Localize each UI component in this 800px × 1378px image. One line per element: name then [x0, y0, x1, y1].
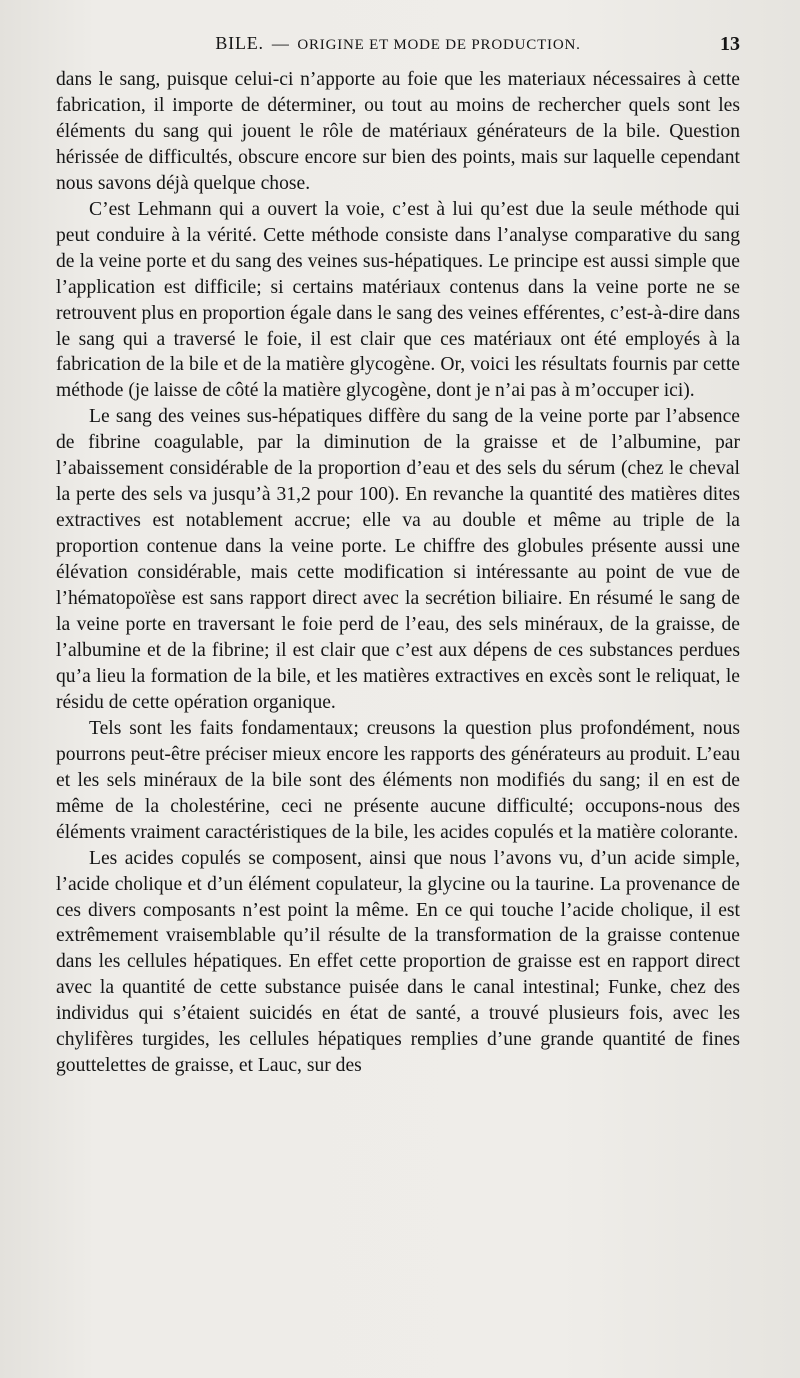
body-text: [56, 67, 740, 1079]
paragraph-continued: dans le sang, puisque celui-ci n’apporte au foie que les materiaux nécessaires à cette fabrication, il importe de déterminer, ou tout au moins de rechercher quels sont les éléments du sang qui jouent le rôle de matériaux générateurs de la bile. Question hérissée de difficultés, obscure encore sur bien des points, mais sur laquelle cependant nous savons déjà quelque chose.: [56, 69, 740, 194]
paragraph: Tels sont les faits fondamentaux; creusons la question plus profondément, nous pourrons peut-être préciser mieux encore les rapports des générateurs au produit. L’eau et les sels minéraux de la bile sont des éléments non modifiés du sang; il en est de même de la cholestérine, ceci ne présente aucune difficulté; occupons-nous des éléments vraiment caractéristiques de la bile, les acides copulés et la matière colorante.: [56, 717, 740, 843]
paragraph: Le sang des veines sus-hépatiques diffère du sang de la veine porte par l’absence de fibrine coagulable, par la diminution de la graisse et de l’albumine, par l’abaissement considérable de la proportion d’eau et des sels du sérum (chez le cheval la perte des sels va jusqu’à 31,2 pour 100). En revanche la quantité des matières dites extractives est notablement accrue; elle va au double et même au triple de la proportion contenue dans la veine porte. Le chiffre des globules présente aussi une élévation considérable, mais cette modification si intéressante au point de vue de l’hématopoïèse est sans rapport direct avec la secrétion biliaire. En résumé le sang de la veine porte en traversant le foie perd de l’eau, des sels minéraux, de la graisse, de l’albumine et de la fibrine; il est clair que c’est aux dépens de ces substances perdues qu’a lieu la formation de la bile, et les matières extractives en excès sont le reliquat, le résidu de cette opération organique.: [56, 406, 740, 713]
running-head-dash: —: [271, 34, 290, 53]
paragraph: C’est Lehmann qui a ouvert la voie, c’est à lui qu’est due la seule méthode qui peut conduire à la vérité. Cette méthode consiste dans l’analyse comparative du sang de la veine porte et du sang des veines sus-hépatiques. Le principe est aussi simple que l’application est difficile; si certains matériaux contenus dans la veine porte ne se retrouvent plus en proportion égale dans le sang des veines efférentes, c’est-à-dire dans le sang qui a traversé le foie, il est clair que ces matériaux ont été employés à la fabrication de la bile et de la matière glycogène. Or, voici les résultats fournis par cette méthode (je laisse de côté la matière glycogène, dont je n’ai pas à m’occuper ici).: [56, 198, 740, 402]
running-head-subtitle: ORIGINE ET MODE DE PRODUCTION.: [297, 37, 581, 53]
running-head: [56, 33, 740, 54]
page-header: [56, 33, 740, 61]
page-number: 13: [720, 33, 740, 55]
running-head-title: BILE.: [215, 33, 264, 53]
paragraph: Les acides copulés se composent, ainsi que nous l’avons vu, d’un acide simple, l’acide cholique et d’un élément copulateur, la glycine ou la taurine. La provenance de ces divers composants n’est point la même. En ce qui touche l’acide cholique, il est extrêmement vraisemblable qu’il résulte de la transformation de la graisse contenue dans les cellules hépatiques. En effet cette proportion de graisse est en rapport direct avec la quantité de cette substance puisée dans le canal intestinal; Funke, chez des individus qui s’étaient suicidés en état de santé, a trouvé plusieurs fois, avec les chylifères turgides, les cellules hépatiques remplies d’une grande quantité de fines gouttelettes de graisse, et Lauc, sur des: [56, 847, 740, 1077]
